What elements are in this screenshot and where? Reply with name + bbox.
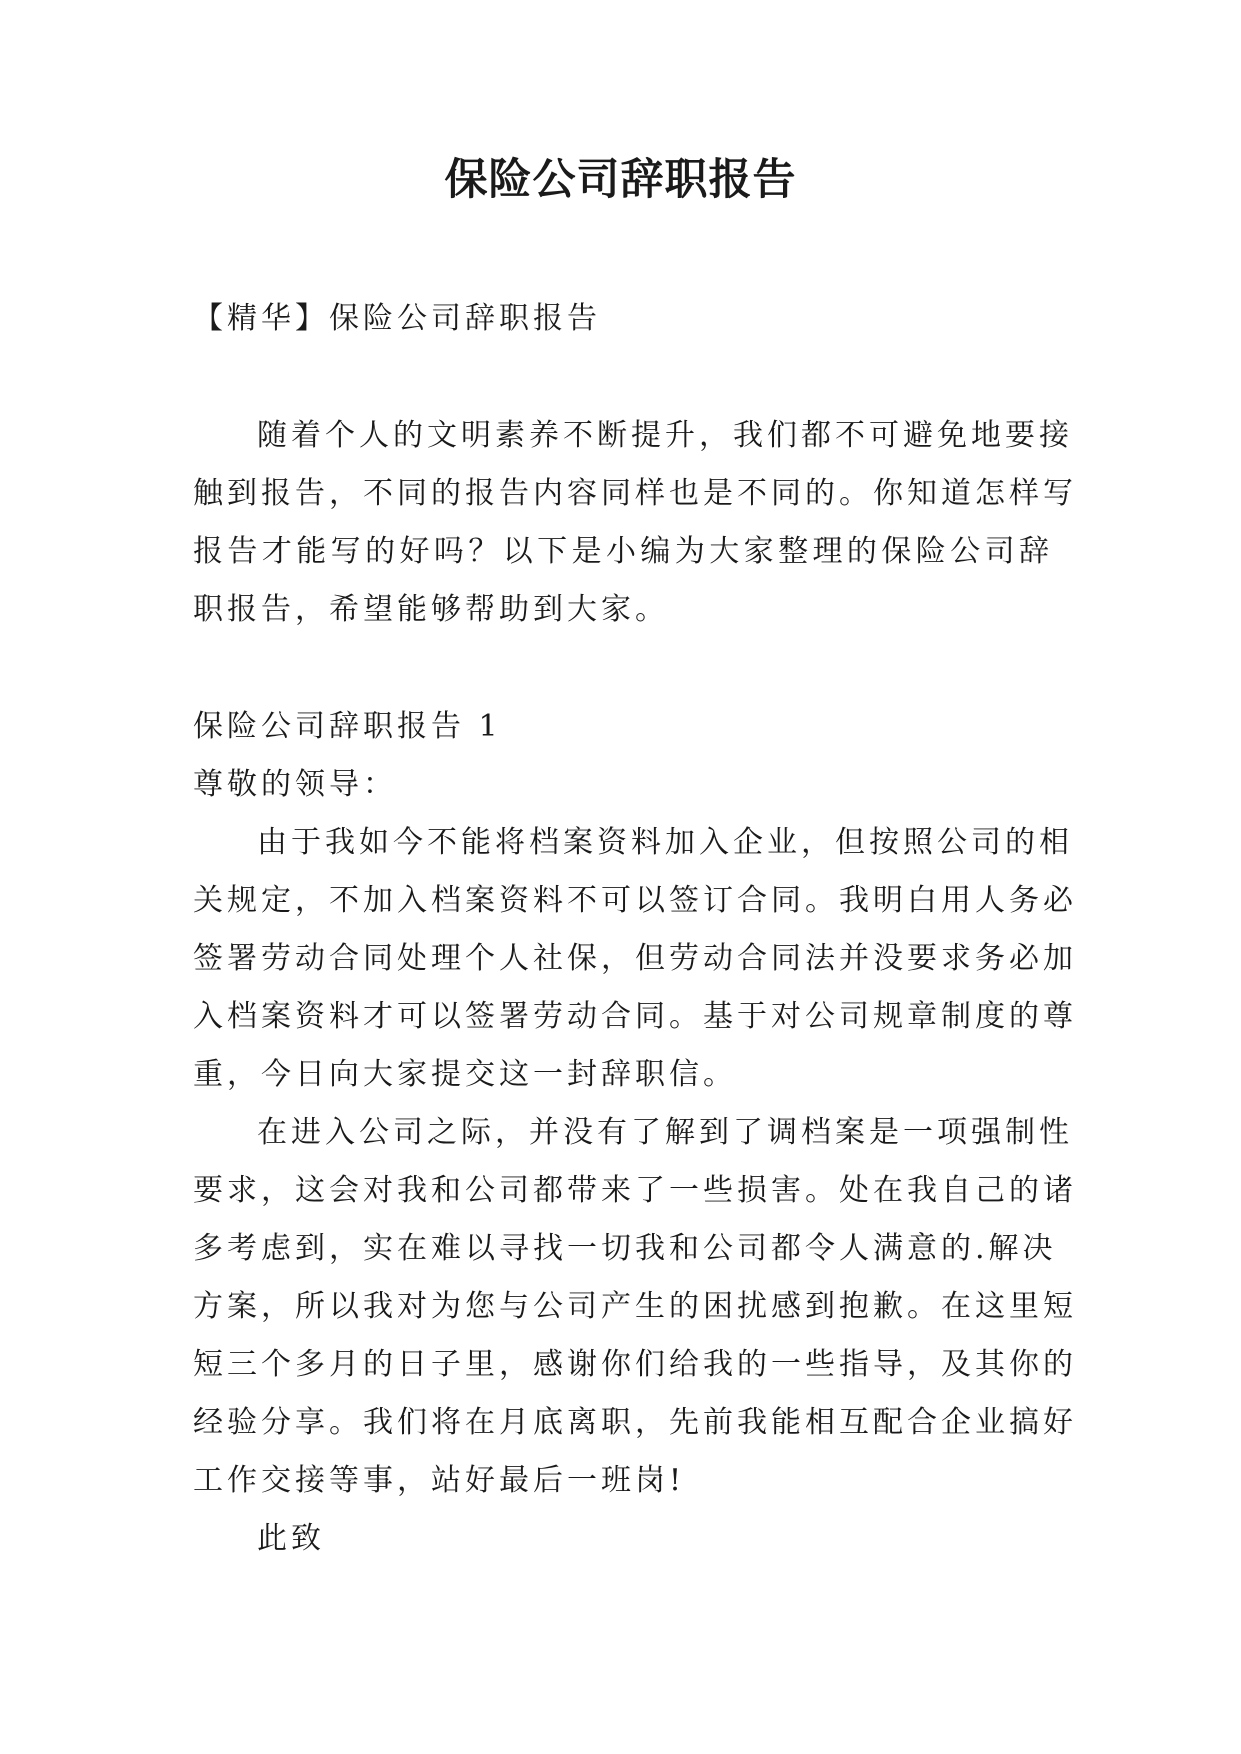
paragraph-line: 关规定，不加入档案资料不可以签订合同。我明白用人务必 bbox=[193, 883, 1077, 918]
greeting: 尊敬的领导： bbox=[193, 767, 397, 802]
paragraph-line: 经验分享。我们将在月底离职，先前我能相互配合企业搞好 bbox=[193, 1405, 1077, 1440]
spacer bbox=[193, 639, 1053, 698]
paragraph-line: 工作交接等事，站好最后一班岗! bbox=[193, 1463, 686, 1498]
paragraph-line: 方案，所以我对为您与公司产生的困扰感到抱歉。在这里短 bbox=[193, 1289, 1077, 1324]
intro-line: 随着个人的文明素养不断提升，我们都不可避免地要接 bbox=[257, 418, 1073, 453]
document-body bbox=[193, 290, 1077, 1568]
paragraph-line: 短三个多月的日子里，感谢你们给我的一些指导，及其你的 bbox=[193, 1347, 1077, 1382]
body-paragraph-2 bbox=[193, 1104, 1077, 1510]
paragraph-line: 要求，这会对我和公司都带来了一些损害。处在我自己的诸 bbox=[193, 1173, 1077, 1208]
intro-line: 触到报告，不同的报告内容同样也是不同的。你知道怎样写 bbox=[193, 476, 1077, 511]
paragraph-line: 签署劳动合同处理个人社保，但劳动合同法并没要求务必加 bbox=[193, 941, 1077, 976]
paragraph-line: 重，今日向大家提交这一封辞职信。 bbox=[193, 1057, 737, 1092]
intro-line: 报告才能写的好吗？以下是小编为大家整理的保险公司辞 bbox=[193, 534, 1053, 569]
body-paragraph-1 bbox=[193, 814, 1077, 1104]
paragraph-line: 由于我如今不能将档案资料加入企业，但按照公司的相 bbox=[257, 825, 1073, 860]
intro-paragraph bbox=[193, 407, 1077, 639]
document-title: 保险公司辞职报告 bbox=[444, 155, 797, 205]
document-subtitle: 【精华】保险公司辞职报告 bbox=[193, 301, 601, 336]
section-heading: 保险公司辞职报告 1 bbox=[193, 709, 502, 744]
intro-line: 职报告，希望能够帮助到大家。 bbox=[193, 592, 669, 627]
paragraph-line: 多考虑到，实在难以寻找一切我和公司都令人满意的.解决 bbox=[193, 1231, 1057, 1266]
paragraph-line: 在进入公司之际，并没有了解到了调档案是一项强制性 bbox=[257, 1115, 1073, 1150]
paragraph-line: 入档案资料才可以签署劳动合同。基于对公司规章制度的尊 bbox=[193, 999, 1077, 1034]
closing-salutation: 此致 bbox=[257, 1521, 325, 1556]
